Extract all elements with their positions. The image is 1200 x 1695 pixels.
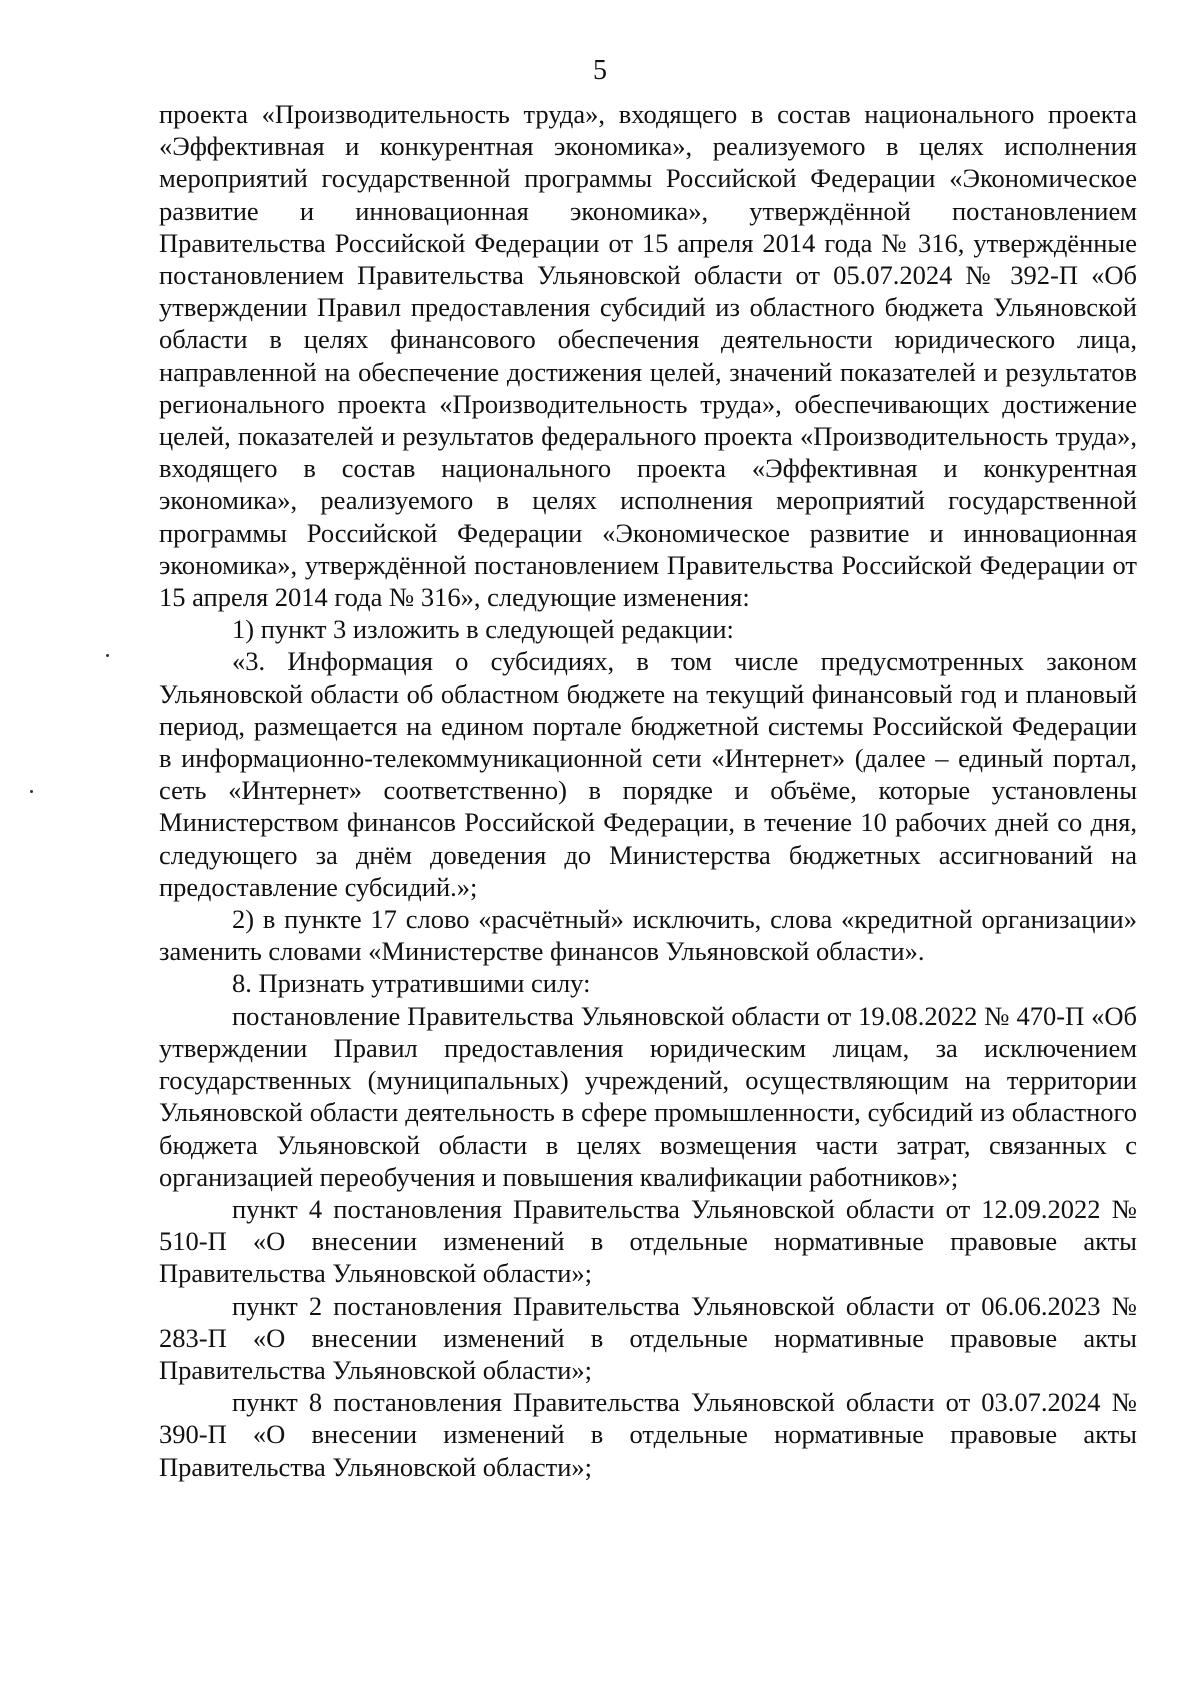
page-number: 5 (593, 55, 607, 86)
paragraph-continuation: проекта «Производительность труда», входящего в состав национального проекта «Эффективная и конкурентная экономика», реализуемого в целях исполнения мероприятий государственной программы Российской Федерации «Экономическое развитие и инновационная экономика», утверждённой постановлением Правительства Российской Федерации от 15 апреля 2014 года № 316, утверждённые постановлением Правительства Ульяновской области от 05.07.2024 № 392-П «Об утверждении Правил предоставления субсидий из областного бюджета Ульяновской области в целях финансового обеспечения деятельности юридического лица, направленной на обеспечение достижения целей, значений показателей и результатов регионального проекта «Производительность труда», обеспечивающих достижение целей, показателей и результатов федерального проекта «Производительность труда», входящего в состав национального проекта «Эффективная и конкурентная экономика», реализуемого в целях исполнения мероприятий государственной программы Российской Федерации «Экономическое развитие и инновационная экономика», утверждённой постановлением Правительства Российской Федерации от 15 апреля 2014 года № 316», следующие изменения: (159, 99, 1137, 613)
paragraph-repealed-510p: пункт 4 постановления Правительства Ульяновской области от 12.09.2022 № 510-П «О внесении изменений в отдельные нормативные правовые акты Правительства Ульяновской области»; (159, 1193, 1137, 1289)
paragraph-repealed-470p: постановление Правительства Ульяновской области от 19.08.2022 № 470-П «Об утверждении Правил предоставления юридическим лицам, за исключением государственных (муниципальных) учреждений, осуществляющим на территории Ульяновской области деятельность в сфере промышленности, субсидий из областного бюджета Ульяновской области в целях возмещения части затрат, связанных с организацией переобучения и повышения квалификации работников»; (159, 1000, 1137, 1192)
paragraph-section-8: 8. Признать утратившими силу: (232, 968, 591, 999)
paragraph-item-1: 1) пункт 3 изложить в следующей редакции: (232, 614, 734, 645)
paragraph-repealed-283p: пункт 2 постановления Правительства Ульяновской области от 06.06.2023 № 283-П «О внесении изменений в отдельные нормативные правовые акты Правительства Ульяновской области»; (159, 1290, 1137, 1385)
scan-speck (106, 654, 109, 657)
paragraph-item-2: 2) в пункте 17 слово «расчётный» исключить, слова «кредитной организации» заменить словами «Министерстве финансов Ульяновской области». (159, 904, 1137, 967)
document-body (159, 98, 1137, 1483)
paragraph-item-3-text: «3. Информация о субсидиях, в том числе предусмотренных законом Ульяновской области об областном бюджете на текущий финансовый год и плановый период, размещается на едином портале бюджетной системы Российской Федерации в информационно-телекоммуникационной сети «Интернет» (далее – единый портал, сеть «Интернет» соответственно) в порядке и объёме, которые установлены Министерством финансов Российской Федерации, в течение 10 рабочих дней со дня, следующего за днём доведения до Министерства бюджетных ассигнований на предоставление субсидий.»; (159, 646, 1137, 902)
paragraph-repealed-390p: пункт 8 постановления Правительства Ульяновской области от 03.07.2024 № 390-П «О внесении изменений в отдельные нормативные правовые акты Правительства Ульяновской области»; (159, 1387, 1137, 1482)
scan-speck (30, 790, 33, 793)
